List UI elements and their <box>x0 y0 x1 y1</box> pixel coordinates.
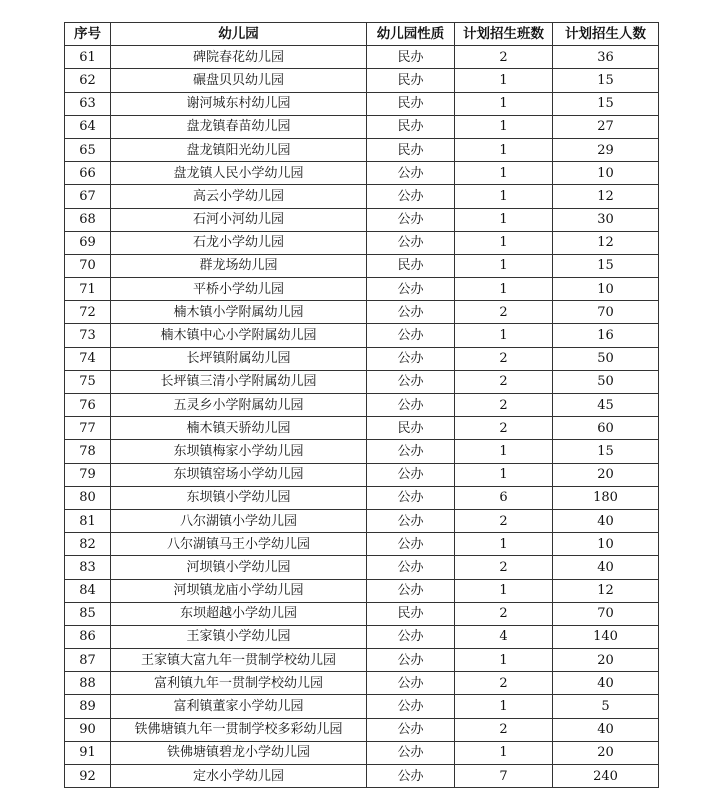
table-header-row <box>65 23 659 46</box>
kindergarten-name-cell: 盘龙镇人民小学幼儿园 <box>111 162 367 185</box>
type-cell: 公办 <box>367 463 455 486</box>
kindergarten-name-cell: 石河小河幼儿园 <box>111 208 367 231</box>
type-cell: 公办 <box>367 231 455 254</box>
header-planned-classes: 计划招生班数 <box>455 23 553 46</box>
students-cell: 29 <box>553 138 659 161</box>
table-row <box>65 741 659 764</box>
serial-cell: 67 <box>65 185 111 208</box>
classes-cell: 1 <box>455 92 553 115</box>
kindergarten-name-cell: 铁佛塘镇碧龙小学幼儿园 <box>111 741 367 764</box>
students-cell: 50 <box>553 347 659 370</box>
type-cell: 民办 <box>367 602 455 625</box>
type-cell: 公办 <box>367 765 455 788</box>
kindergarten-name-cell: 铁佛塘镇九年一贯制学校多彩幼儿园 <box>111 718 367 741</box>
kindergarten-name-cell: 定水小学幼儿园 <box>111 765 367 788</box>
students-cell: 27 <box>553 115 659 138</box>
students-cell: 140 <box>553 625 659 648</box>
type-cell: 公办 <box>367 301 455 324</box>
serial-cell: 79 <box>65 463 111 486</box>
classes-cell: 6 <box>455 486 553 509</box>
classes-cell: 1 <box>455 463 553 486</box>
table-row <box>65 69 659 92</box>
classes-cell: 1 <box>455 649 553 672</box>
students-cell: 240 <box>553 765 659 788</box>
kindergarten-name-cell: 碾盘贝贝幼儿园 <box>111 69 367 92</box>
serial-cell: 74 <box>65 347 111 370</box>
table-row <box>65 231 659 254</box>
kindergarten-name-cell: 楠木镇中心小学附属幼儿园 <box>111 324 367 347</box>
kindergarten-name-cell: 石龙小学幼儿园 <box>111 231 367 254</box>
type-cell: 民办 <box>367 46 455 69</box>
students-cell: 15 <box>553 254 659 277</box>
table-row <box>65 602 659 625</box>
kindergarten-name-cell: 长坪镇附属幼儿园 <box>111 347 367 370</box>
students-cell: 20 <box>553 741 659 764</box>
table-row <box>65 765 659 788</box>
serial-cell: 78 <box>65 440 111 463</box>
kindergarten-name-cell: 盘龙镇春苗幼儿园 <box>111 115 367 138</box>
type-cell: 公办 <box>367 533 455 556</box>
students-cell: 45 <box>553 394 659 417</box>
table-row <box>65 417 659 440</box>
type-cell: 民办 <box>367 254 455 277</box>
classes-cell: 2 <box>455 301 553 324</box>
serial-cell: 69 <box>65 231 111 254</box>
serial-cell: 75 <box>65 370 111 393</box>
students-cell: 40 <box>553 556 659 579</box>
students-cell: 16 <box>553 324 659 347</box>
type-cell: 公办 <box>367 440 455 463</box>
classes-cell: 2 <box>455 672 553 695</box>
serial-cell: 84 <box>65 579 111 602</box>
table-row <box>65 394 659 417</box>
classes-cell: 1 <box>455 254 553 277</box>
kindergarten-name-cell: 东坝镇梅家小学幼儿园 <box>111 440 367 463</box>
serial-cell: 86 <box>65 625 111 648</box>
classes-cell: 1 <box>455 278 553 301</box>
students-cell: 20 <box>553 463 659 486</box>
table-row <box>65 115 659 138</box>
classes-cell: 2 <box>455 556 553 579</box>
serial-cell: 92 <box>65 765 111 788</box>
kindergarten-name-cell: 群龙场幼儿园 <box>111 254 367 277</box>
kindergarten-name-cell: 富利镇九年一贯制学校幼儿园 <box>111 672 367 695</box>
kindergarten-name-cell: 东坝超越小学幼儿园 <box>111 602 367 625</box>
students-cell: 10 <box>553 533 659 556</box>
type-cell: 民办 <box>367 92 455 115</box>
classes-cell: 1 <box>455 208 553 231</box>
serial-cell: 71 <box>65 278 111 301</box>
serial-cell: 65 <box>65 138 111 161</box>
table-row <box>65 649 659 672</box>
serial-cell: 81 <box>65 509 111 532</box>
classes-cell: 2 <box>455 417 553 440</box>
classes-cell: 1 <box>455 695 553 718</box>
serial-cell: 72 <box>65 301 111 324</box>
students-cell: 70 <box>553 301 659 324</box>
type-cell: 公办 <box>367 556 455 579</box>
table-row <box>65 162 659 185</box>
kindergarten-name-cell: 平桥小学幼儿园 <box>111 278 367 301</box>
type-cell: 民办 <box>367 115 455 138</box>
serial-cell: 89 <box>65 695 111 718</box>
serial-cell: 85 <box>65 602 111 625</box>
serial-cell: 70 <box>65 254 111 277</box>
serial-cell: 80 <box>65 486 111 509</box>
classes-cell: 1 <box>455 440 553 463</box>
kindergarten-name-cell: 王家镇大富九年一贯制学校幼儿园 <box>111 649 367 672</box>
header-serial-number: 序号 <box>65 23 111 46</box>
type-cell: 民办 <box>367 417 455 440</box>
kindergarten-name-cell: 东坝镇小学幼儿园 <box>111 486 367 509</box>
students-cell: 12 <box>553 579 659 602</box>
type-cell: 公办 <box>367 185 455 208</box>
kindergarten-name-cell: 五灵乡小学附属幼儿园 <box>111 394 367 417</box>
header-kindergarten-type: 幼儿园性质 <box>367 23 455 46</box>
serial-cell: 91 <box>65 741 111 764</box>
students-cell: 15 <box>553 440 659 463</box>
type-cell: 公办 <box>367 625 455 648</box>
classes-cell: 1 <box>455 138 553 161</box>
table-row <box>65 254 659 277</box>
classes-cell: 4 <box>455 625 553 648</box>
students-cell: 12 <box>553 185 659 208</box>
students-cell: 30 <box>553 208 659 231</box>
classes-cell: 2 <box>455 602 553 625</box>
classes-cell: 1 <box>455 741 553 764</box>
serial-cell: 68 <box>65 208 111 231</box>
students-cell: 12 <box>553 231 659 254</box>
type-cell: 公办 <box>367 347 455 370</box>
table-row <box>65 185 659 208</box>
classes-cell: 2 <box>455 46 553 69</box>
type-cell: 公办 <box>367 324 455 347</box>
type-cell: 公办 <box>367 695 455 718</box>
header-planned-students: 计划招生人数 <box>553 23 659 46</box>
kindergarten-name-cell: 高云小学幼儿园 <box>111 185 367 208</box>
type-cell: 公办 <box>367 486 455 509</box>
table-row <box>65 92 659 115</box>
kindergarten-name-cell: 富利镇董家小学幼儿园 <box>111 695 367 718</box>
students-cell: 60 <box>553 417 659 440</box>
serial-cell: 83 <box>65 556 111 579</box>
type-cell: 公办 <box>367 509 455 532</box>
kindergarten-name-cell: 王家镇小学幼儿园 <box>111 625 367 648</box>
kindergarten-name-cell: 长坪镇三清小学附属幼儿园 <box>111 370 367 393</box>
kindergarten-name-cell: 河坝镇龙庙小学幼儿园 <box>111 579 367 602</box>
table-row <box>65 672 659 695</box>
students-cell: 36 <box>553 46 659 69</box>
table-row <box>65 509 659 532</box>
classes-cell: 1 <box>455 579 553 602</box>
classes-cell: 1 <box>455 162 553 185</box>
type-cell: 公办 <box>367 370 455 393</box>
header-kindergarten: 幼儿园 <box>111 23 367 46</box>
serial-cell: 64 <box>65 115 111 138</box>
kindergarten-name-cell: 东坝镇窑场小学幼儿园 <box>111 463 367 486</box>
table-row <box>65 278 659 301</box>
table-row <box>65 463 659 486</box>
kindergarten-name-cell: 楠木镇天骄幼儿园 <box>111 417 367 440</box>
kindergarten-name-cell: 谢河城东村幼儿园 <box>111 92 367 115</box>
classes-cell: 1 <box>455 69 553 92</box>
serial-cell: 73 <box>65 324 111 347</box>
classes-cell: 1 <box>455 324 553 347</box>
serial-cell: 61 <box>65 46 111 69</box>
students-cell: 40 <box>553 672 659 695</box>
type-cell: 公办 <box>367 162 455 185</box>
table-row <box>65 440 659 463</box>
type-cell: 公办 <box>367 649 455 672</box>
serial-cell: 87 <box>65 649 111 672</box>
type-cell: 公办 <box>367 741 455 764</box>
classes-cell: 2 <box>455 394 553 417</box>
table-row <box>65 370 659 393</box>
kindergarten-name-cell: 碑院春花幼儿园 <box>111 46 367 69</box>
table-row <box>65 208 659 231</box>
serial-cell: 88 <box>65 672 111 695</box>
serial-cell: 77 <box>65 417 111 440</box>
type-cell: 民办 <box>367 138 455 161</box>
kindergarten-name-cell: 八尔湖镇马王小学幼儿园 <box>111 533 367 556</box>
classes-cell: 2 <box>455 347 553 370</box>
table-row <box>65 486 659 509</box>
serial-cell: 63 <box>65 92 111 115</box>
table-row <box>65 625 659 648</box>
students-cell: 70 <box>553 602 659 625</box>
serial-cell: 76 <box>65 394 111 417</box>
kindergarten-name-cell: 盘龙镇阳光幼儿园 <box>111 138 367 161</box>
table-row <box>65 138 659 161</box>
table-row <box>65 347 659 370</box>
students-cell: 15 <box>553 69 659 92</box>
table-row <box>65 579 659 602</box>
type-cell: 公办 <box>367 672 455 695</box>
students-cell: 40 <box>553 718 659 741</box>
serial-cell: 62 <box>65 69 111 92</box>
type-cell: 公办 <box>367 718 455 741</box>
students-cell: 10 <box>553 162 659 185</box>
students-cell: 15 <box>553 92 659 115</box>
students-cell: 10 <box>553 278 659 301</box>
classes-cell: 1 <box>455 533 553 556</box>
table-row <box>65 46 659 69</box>
kindergarten-enrollment-table <box>64 22 659 788</box>
enrollment-plan-sheet <box>64 22 659 788</box>
table-row <box>65 324 659 347</box>
classes-cell: 2 <box>455 370 553 393</box>
serial-cell: 82 <box>65 533 111 556</box>
students-cell: 50 <box>553 370 659 393</box>
classes-cell: 1 <box>455 185 553 208</box>
kindergarten-name-cell: 河坝镇小学幼儿园 <box>111 556 367 579</box>
type-cell: 公办 <box>367 579 455 602</box>
students-cell: 5 <box>553 695 659 718</box>
students-cell: 20 <box>553 649 659 672</box>
students-cell: 40 <box>553 509 659 532</box>
type-cell: 公办 <box>367 394 455 417</box>
table-row <box>65 695 659 718</box>
type-cell: 公办 <box>367 278 455 301</box>
kindergarten-name-cell: 楠木镇小学附属幼儿园 <box>111 301 367 324</box>
classes-cell: 2 <box>455 718 553 741</box>
table-row <box>65 533 659 556</box>
type-cell: 民办 <box>367 69 455 92</box>
serial-cell: 66 <box>65 162 111 185</box>
classes-cell: 1 <box>455 231 553 254</box>
classes-cell: 7 <box>455 765 553 788</box>
serial-cell: 90 <box>65 718 111 741</box>
type-cell: 公办 <box>367 208 455 231</box>
kindergarten-name-cell: 八尔湖镇小学幼儿园 <box>111 509 367 532</box>
classes-cell: 1 <box>455 115 553 138</box>
students-cell: 180 <box>553 486 659 509</box>
table-row <box>65 718 659 741</box>
table-row <box>65 556 659 579</box>
table-row <box>65 301 659 324</box>
classes-cell: 2 <box>455 509 553 532</box>
